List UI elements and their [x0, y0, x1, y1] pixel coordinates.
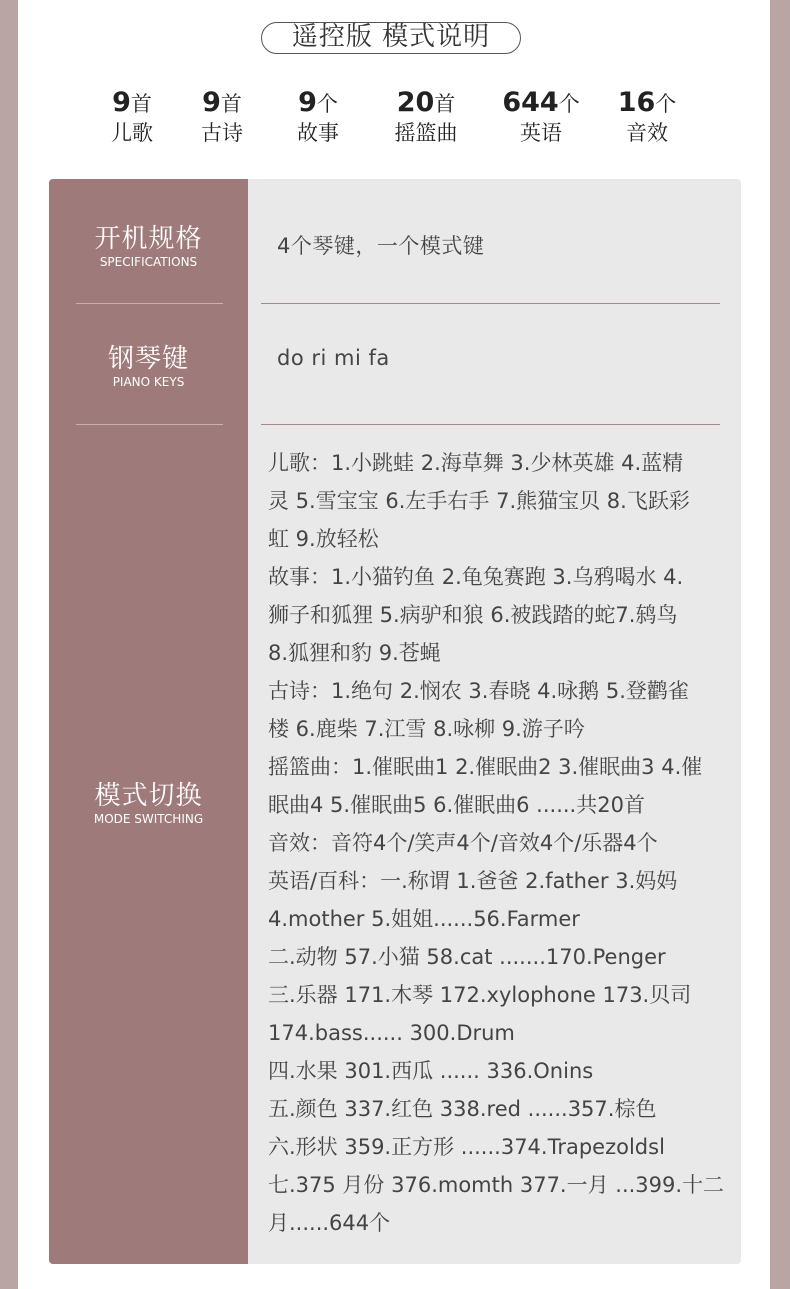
stat-unit: 首: [434, 92, 456, 116]
stat-poems: [167, 88, 277, 146]
mode-line: 音效：音符4个/笑声4个/音效4个/乐器4个: [268, 831, 658, 855]
stat-english: [486, 88, 596, 146]
stat-number: 9: [202, 87, 221, 118]
stat-number: 644: [502, 87, 559, 118]
mode-line: 七.375 月份 376.momth 377.一月 ...399.十二: [268, 1173, 725, 1197]
page: [18, 0, 770, 1289]
mode-line: 8.狐狸和豹 9.苍蝇: [268, 641, 441, 665]
stat-number: 9: [112, 87, 131, 118]
right-divider: [261, 303, 720, 304]
mode-line: 英语/百科：一.称谓 1.爸爸 2.father 3.妈妈: [268, 869, 678, 893]
row-value-specifications: 4个琴键，一个模式键: [277, 234, 485, 258]
mode-line: 六.形状 359.正方形 ......374.Trapezoldsl: [268, 1135, 665, 1159]
stat-unit: 首: [130, 92, 152, 116]
stat-lullabies: [371, 88, 481, 146]
mode-line: 灵 5.雪宝宝 6.左手右手 7.熊猫宝贝 8.飞跃彩: [268, 489, 690, 513]
row-header-en: PIANO KEYS: [112, 375, 185, 389]
page-title: 遥控版 模式说明: [261, 22, 521, 54]
mode-line: 二.动物 57.小猫 58.cat .......170.Penger: [268, 945, 666, 969]
stat-label: 故事: [297, 121, 339, 145]
row-header-en: SPECIFICATIONS: [99, 255, 198, 269]
stat-unit: 个: [316, 92, 338, 116]
mode-line: 四.水果 301.西瓜 ...... 336.Onins: [268, 1059, 594, 1083]
mode-line: 五.颜色 337.红色 338.red ......357.棕色: [268, 1097, 657, 1121]
mode-line: 儿歌：1.小跳蛙 2.海草舞 3.少林英雄 4.蓝精: [268, 451, 684, 475]
stat-unit: 个: [655, 92, 677, 116]
row-header-zh: 钢琴键: [107, 344, 189, 374]
mode-line: 174.bass...... 300.Drum: [268, 1021, 515, 1045]
mode-switching-list: [268, 444, 730, 1242]
left-divider: [76, 303, 223, 304]
stat-label: 英语: [520, 121, 562, 145]
spec-table: [49, 179, 741, 1264]
row-value-piano-keys: do ri mi fa: [277, 346, 390, 370]
row-header-mode-switching: [49, 780, 248, 826]
stat-number: 20: [396, 87, 435, 118]
row-header-specifications: [49, 223, 248, 269]
mode-line: 古诗：1.绝句 2.悯农 3.春晓 4.咏鹅 5.登鹳雀: [268, 679, 689, 703]
mode-line: 楼 6.鹿柴 7.江雪 8.咏柳 9.游子吟: [268, 717, 585, 741]
row-header-zh: 模式切换: [94, 781, 203, 811]
stat-sound-effects: [592, 88, 702, 146]
mode-line: 虹 9.放轻松: [268, 527, 379, 551]
mode-line: 狮子和狐狸 5.病驴和狼 6.被践踏的蛇7.鸫鸟: [268, 603, 678, 627]
mode-line: 摇篮曲：1.催眠曲1 2.催眠曲2 3.催眠曲3 4.催: [268, 755, 703, 779]
mode-line: 4.mother 5.姐姐......56.Farmer: [268, 907, 580, 931]
stat-label: 摇篮曲: [394, 121, 458, 145]
right-divider: [261, 424, 720, 425]
left-divider: [76, 424, 223, 425]
mode-line: 故事：1.小猫钓鱼 2.龟兔赛跑 3.乌鸦喝水 4.: [268, 565, 684, 589]
stat-label: 儿歌: [111, 121, 153, 145]
stat-label: 音效: [626, 121, 668, 145]
stat-number: 16: [617, 87, 656, 118]
stat-unit: 个: [558, 92, 580, 116]
stat-label: 古诗: [201, 121, 243, 145]
row-header-zh: 开机规格: [94, 224, 203, 254]
stat-number: 9: [298, 87, 317, 118]
row-header-piano-keys: [49, 343, 248, 389]
stat-unit: 首: [220, 92, 242, 116]
mode-line: 三.乐器 171.木琴 172.xylophone 173.贝司: [268, 983, 692, 1007]
mode-line: 月......644个: [268, 1211, 391, 1235]
row-header-en: MODE SWITCHING: [93, 812, 204, 826]
mode-line: 眠曲4 5.催眠曲5 6.催眠曲6 ......共20首: [268, 793, 645, 817]
spec-label-column: [49, 179, 248, 1264]
stat-stories: [263, 88, 373, 146]
